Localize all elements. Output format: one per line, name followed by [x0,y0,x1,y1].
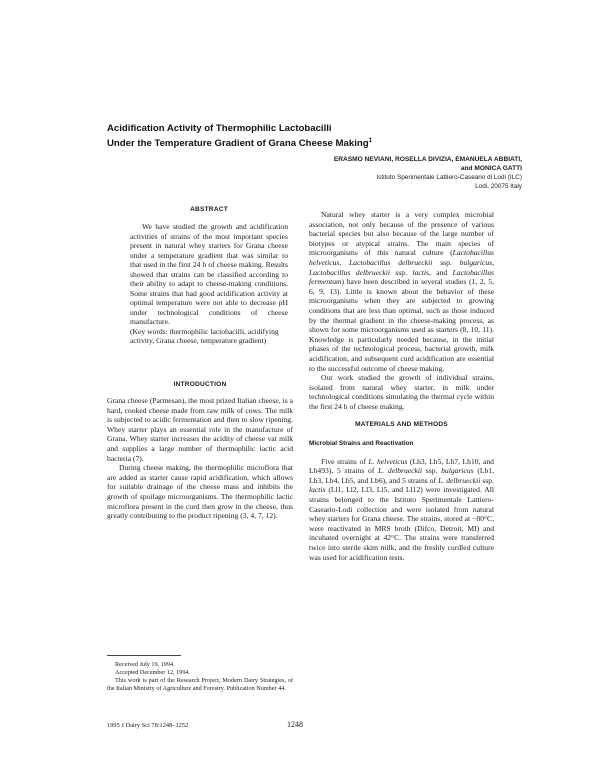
p1-sep-2: , [492,257,495,267]
p3-species-delbrueckii-1: L. delbrueckii [378,466,423,476]
introduction-heading: INTRODUCTION [173,381,227,388]
p1-sep-1: , [339,257,350,267]
p3-c: ssp. [422,466,442,476]
abstract-text: We have studied the growth and acidification activities of strains of the most important species present in natural whey starters for Grana cheese under a temperature gradient that was similar to that used in the first 24 h of cheese making. Results showed that strains can be classified according to their ability to adapt to cheese-making conditions. Some strains that had good acidification activity at optimal temperature were not able to decrease pH under technological conditions of cheese manufacture. [130,222,288,326]
authors-line-2: and MONICA GATTI [460,165,522,172]
title-line-2 [107,135,507,150]
abstract-body [130,222,288,346]
introduction-body [107,396,293,521]
p3-f: (Ll1, Ll2, Ll3, Ll5, and Ll12) were investigated. All strains belonged to the Istituto Sperimentale Lattiero-Caseario-Lodi collection and were isolated from natural whey starters for Grana cheese. The strains, stored at −80°C, were reactivated in MRS broth (Difco, Detroit, MI) and incubated overnight at 42°C. The strains were transferred twice into sterile skim milk, and the freshly curdled culture was used for acidification tests. [309,485,494,562]
footnote-accepted: Accepted December 12, 1994. [115,669,191,676]
p3-species-delbrueckii-2: L. delbrueckii [438,475,481,485]
title-footnote-mark: 1 [368,138,372,144]
footnote-rule [107,655,181,656]
p1-and: , and [428,267,453,277]
p3-a: Five strains of [321,456,369,466]
affiliation-line-2: Lodi, 20075 Italy [475,183,522,190]
species-l-helveticus: Lactobacillus helveticus [309,248,494,267]
intro-paragraph-1: Grana cheese (Parmesan), the most prized Italian cheese, is a hard, cooked cheese made from raw milk of cows. The milk is subjected to acidic fermentation and then to slow ripening. Whey starter plays an essential role in the manufacture of Grana. Whey starter increases the acidity of cheese vat milk and supplies a large number of thermophilic lactic acid bacteria (7). [107,396,293,463]
page-number: 1248 [287,720,303,729]
p3-species-bulgaricus: bulgaricus [441,466,474,476]
p3-e: ssp. [480,475,494,485]
footnote-received: Received July 19, 1994. [115,661,175,668]
p1-start: Natural whey starter is a very complex microbial association, not only because of the presence of various bacterial species but also because of the large number of biotypes or atypical strains. The main species of microorganisms of this natural culture ( [309,210,494,258]
right-paragraph-1 [309,210,494,373]
p3-d: (Lb1, Lb3, Lb4, Lb5, and Lb6), and 5 strains of [309,466,495,485]
authors-line-1: ERASMO NEVIANI, ROSELLA DIVIZIA, EMANUELA ABBIATI, [333,156,522,163]
right-paragraph-2: Our work studied the growth of individual strains, isolated from natural whey starter, in milk under technological conditions simulating the thermal cycle within the first 24 h of cheese making. [309,373,494,411]
species-bulgaricus: bulgaricus [459,257,493,267]
p1-ssp-2: ssp. [389,267,413,277]
species-lactis: lactis [412,267,429,277]
p3-species-helveticus: L. helveticus [368,456,408,466]
p1-ssp-1: ssp. [432,257,460,267]
right-column [309,210,494,562]
footnote-note: This work is part of the Research Project, Modern Dairy Strategies, of the Italian Ministry of Agriculture and Forestry. Publication Number 44. [107,677,293,692]
abstract-keywords: (Key words: thermophilic lactobacilli, acidifying activity, Grana cheese, temperature gradient) [130,326,279,345]
materials-methods-heading: MATERIALS AND METHODS [355,421,448,429]
species-l-fermentum: Lactobacillus fermentum [309,267,494,287]
intro-paragraph-2: During cheese making, the thermophilic microflora that are added as starter cause rapid acidification, which allows for suitable drainage of the cheese mass and inhibits the growth of spoilage microorganisms. The thermophilic lactic microflora present in the curd then grow in the cheese, thus greatly contributing to the product ripening (3, 4, 7, 12). [107,463,293,521]
footnotes [107,661,293,693]
authors [334,155,522,173]
species-l-delbrueckii-1: Lactobacillus delbrueckii [349,257,433,267]
microbial-strains-subheading: Microbial Strains and Reactivation [309,440,414,448]
p3-b: (Lh3, Lh5, Lh7, Lh10, and Lh493), 5 strains of [309,456,494,476]
title-line-1: Acidification Activity of Thermophilic Lactobacilli [107,123,332,134]
p1-end: ) have been described in several studies (1, 2, 5, 6, 9, 13). Little is known about the behavior of these microorganisms when they are subjected to growing conditions that are less than optimal, such as those induced by the thermal gradient in the cheese-making process, as shown for some microorganisms used as starters (8, 10, 11). Knowledge is particularly needed because, in the initial phases of the technological process, bacterial growth, milk acidification, and subsequent curd acidification are essential to the successful outcome of cheese making. [309,277,494,373]
affiliation [376,173,522,191]
paper-title [107,123,507,150]
species-l-delbrueckii-2: Lactobacillus delbrueckii [309,267,390,277]
affiliation-line-1: Istituto Sperimentale Lattiero-Caseario di Lodi (ILC) [376,174,522,181]
abstract-heading: ABSTRACT [190,206,228,213]
right-paragraph-3 [309,457,494,563]
title-line-2-text: Under the Temperature Gradient of Grana Cheese Making [107,138,369,150]
journal-citation: 1995 J Dairy Sci 78:1248–1252 [107,722,189,729]
p3-species-lactis: lactis [309,485,326,495]
